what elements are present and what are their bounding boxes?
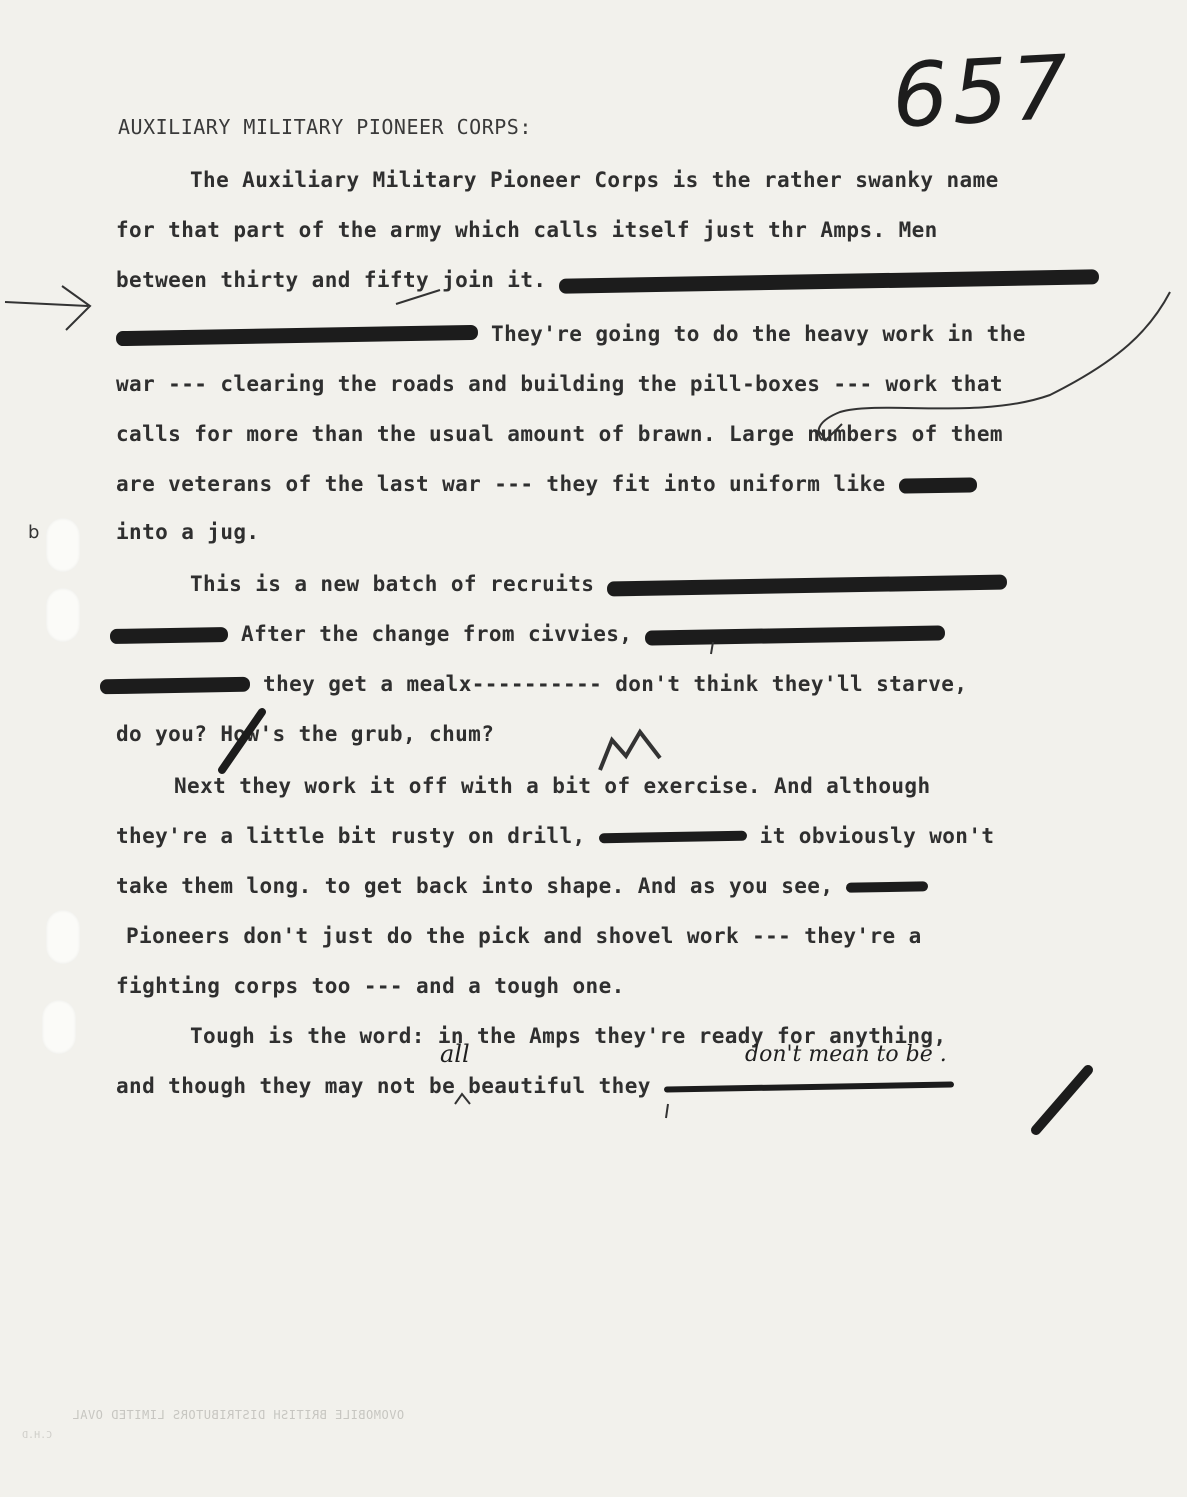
comma-mark <box>711 642 713 654</box>
zigzag-mark <box>600 732 660 770</box>
slash-mark <box>1036 1070 1088 1130</box>
text-line: Next they work it off with a bit of exercise. And although <box>174 774 931 798</box>
margin-mark: b <box>28 522 40 543</box>
handwritten-insert-all: all <box>440 1040 470 1068</box>
page-number: 657 <box>889 35 1075 148</box>
text-line: war --- clearing the roads and building the pill-boxes --- work that <box>116 372 1003 396</box>
text-line: into a jug. <box>116 520 260 544</box>
text-line: for that part of the army which calls itself just thr Amps. Men <box>116 218 938 242</box>
text-line: fighting corps too --- and a tough one. <box>116 974 625 998</box>
text-segment: and though they may not <box>116 1074 416 1098</box>
text-segment: How's the grub, chum? <box>220 722 495 746</box>
text-segment: This is a new batch of recruits <box>190 572 595 596</box>
text-segment: They're going to do the heavy work in the <box>491 322 1026 346</box>
text-segment: do you? <box>116 722 208 746</box>
document-title: AUXILIARY MILITARY PIONEER CORPS: <box>118 115 532 139</box>
text-segment: they're a little bit rusty on drill, <box>116 824 586 848</box>
text-segment: between thirty and fifty join it. <box>116 268 547 292</box>
text-segment: calls for more than the usual amount of brawn. <box>116 422 716 446</box>
text-segment: they get a mealx---------- don't think they'll starve, <box>263 672 968 696</box>
text-segment: Large numbers of them <box>729 422 1003 446</box>
text-segment: After the change from civvies, <box>241 622 633 646</box>
text-segment: take them long. to get back into shape. And as you see, <box>116 874 834 898</box>
check-mark <box>818 424 842 440</box>
text-line: The Auxiliary Military Pioneer Corps is the rather swanky name <box>190 168 999 192</box>
handwritten-correction: don't mean to be . <box>745 1042 947 1067</box>
footer-printer: OVOMOBILE BRITISH DISTRIBUTORS LIMITED OVAL <box>72 1408 405 1422</box>
text-line: Pioneers don't just do the pick and shovel work --- they're a <box>126 924 922 948</box>
caret-mark <box>455 1094 470 1104</box>
text-segment: be beautiful they <box>429 1074 651 1098</box>
text-segment: it obviously won't <box>759 824 995 848</box>
insertion-loop <box>819 292 1170 440</box>
footer-code: C.H.D <box>22 1430 53 1441</box>
comma-mark <box>666 1104 668 1118</box>
caret-mark <box>396 290 440 304</box>
margin-arrow-icon <box>5 286 90 330</box>
text-segment: are veterans of the last war --- they fit into uniform like <box>116 472 886 496</box>
slash-mark <box>222 712 262 770</box>
text-line: Tough is the word: in the Amps they're ready for anything, <box>190 1024 947 1048</box>
